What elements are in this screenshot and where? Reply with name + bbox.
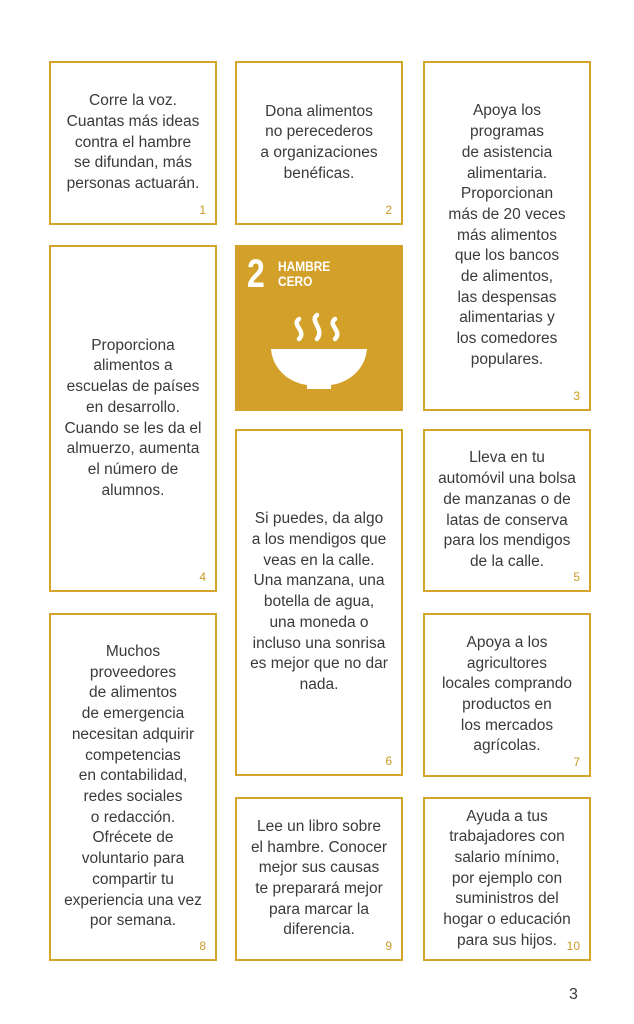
tip-text: Lee un libro sobre el hambre. Conocer mejor sus causas te preparará mejor para marcar la diferencia. bbox=[250, 817, 388, 939]
page-number: 3 bbox=[569, 986, 578, 1003]
tip-card-5 bbox=[423, 429, 591, 592]
tip-text: Dona alimentos no perecederos a organizaciones benéficas. bbox=[260, 102, 378, 182]
tip-text: Muchos proveedores de alimentos de emergencia necesitan adquirir competencias en contabilidad, redes sociales o redacción. Ofrécete de voluntario para compartir tu experiencia una vez por semana. bbox=[64, 643, 202, 930]
tip-text: Proporciona alimentos a escuelas de países en desarrollo. Cuando se les da el almuerzo, aumenta el número de alumnos. bbox=[64, 336, 202, 499]
tip-number: 5 bbox=[573, 570, 580, 584]
tip-card-4 bbox=[49, 245, 217, 592]
sdg-number: 2 bbox=[247, 252, 265, 296]
tip-number: 8 bbox=[199, 939, 206, 953]
tip-number: 10 bbox=[566, 939, 580, 953]
tip-text: Apoya los programas de asistencia alimentaria. Proporcionan más de 20 veces más alimentos que los bancos de alimentos, las despensas alimentarias y los comedores populares. bbox=[448, 102, 566, 368]
tip-text: Apoya a los agricultores locales comprando productos en los mercados agrícolas. bbox=[441, 633, 573, 755]
soup-bowl-icon bbox=[269, 311, 369, 393]
tip-number: 7 bbox=[573, 755, 580, 769]
tip-card-2 bbox=[235, 61, 403, 225]
tip-number: 6 bbox=[385, 754, 392, 768]
tip-card-7 bbox=[423, 613, 591, 777]
tip-text: Ayuda a tus trabajadores con salario mínimo, por ejemplo con suministros del hogar o educación para sus hijos. bbox=[443, 807, 571, 949]
tip-number: 9 bbox=[385, 939, 392, 953]
tip-text: Corre la voz. Cuantas más ideas contra el hambre se difundan, más personas actuarán. bbox=[66, 92, 200, 193]
tip-card-6 bbox=[235, 429, 403, 776]
tip-card-1 bbox=[49, 61, 217, 225]
tip-number: 4 bbox=[199, 570, 206, 584]
tip-card-8 bbox=[49, 613, 217, 961]
tip-card-10 bbox=[423, 797, 591, 961]
tip-text: Lleva en tu automóvil una bolsa de manzanas o de latas de conserva para los mendigos de la calle. bbox=[438, 449, 576, 570]
tip-card-9 bbox=[235, 797, 403, 961]
tip-number: 3 bbox=[573, 389, 580, 403]
tip-number: 1 bbox=[199, 203, 206, 217]
tip-number: 2 bbox=[385, 203, 392, 217]
sdg-goal-2-tile bbox=[235, 245, 403, 411]
sdg-title: HAMBRE CERO bbox=[278, 258, 331, 289]
tip-card-3 bbox=[423, 61, 591, 411]
tip-text: Si puedes, da algo a los mendigos que veas en la calle. Una manzana, una botella de agua, una moneda o incluso una sonrisa es mejor que no dar nada. bbox=[250, 510, 388, 693]
